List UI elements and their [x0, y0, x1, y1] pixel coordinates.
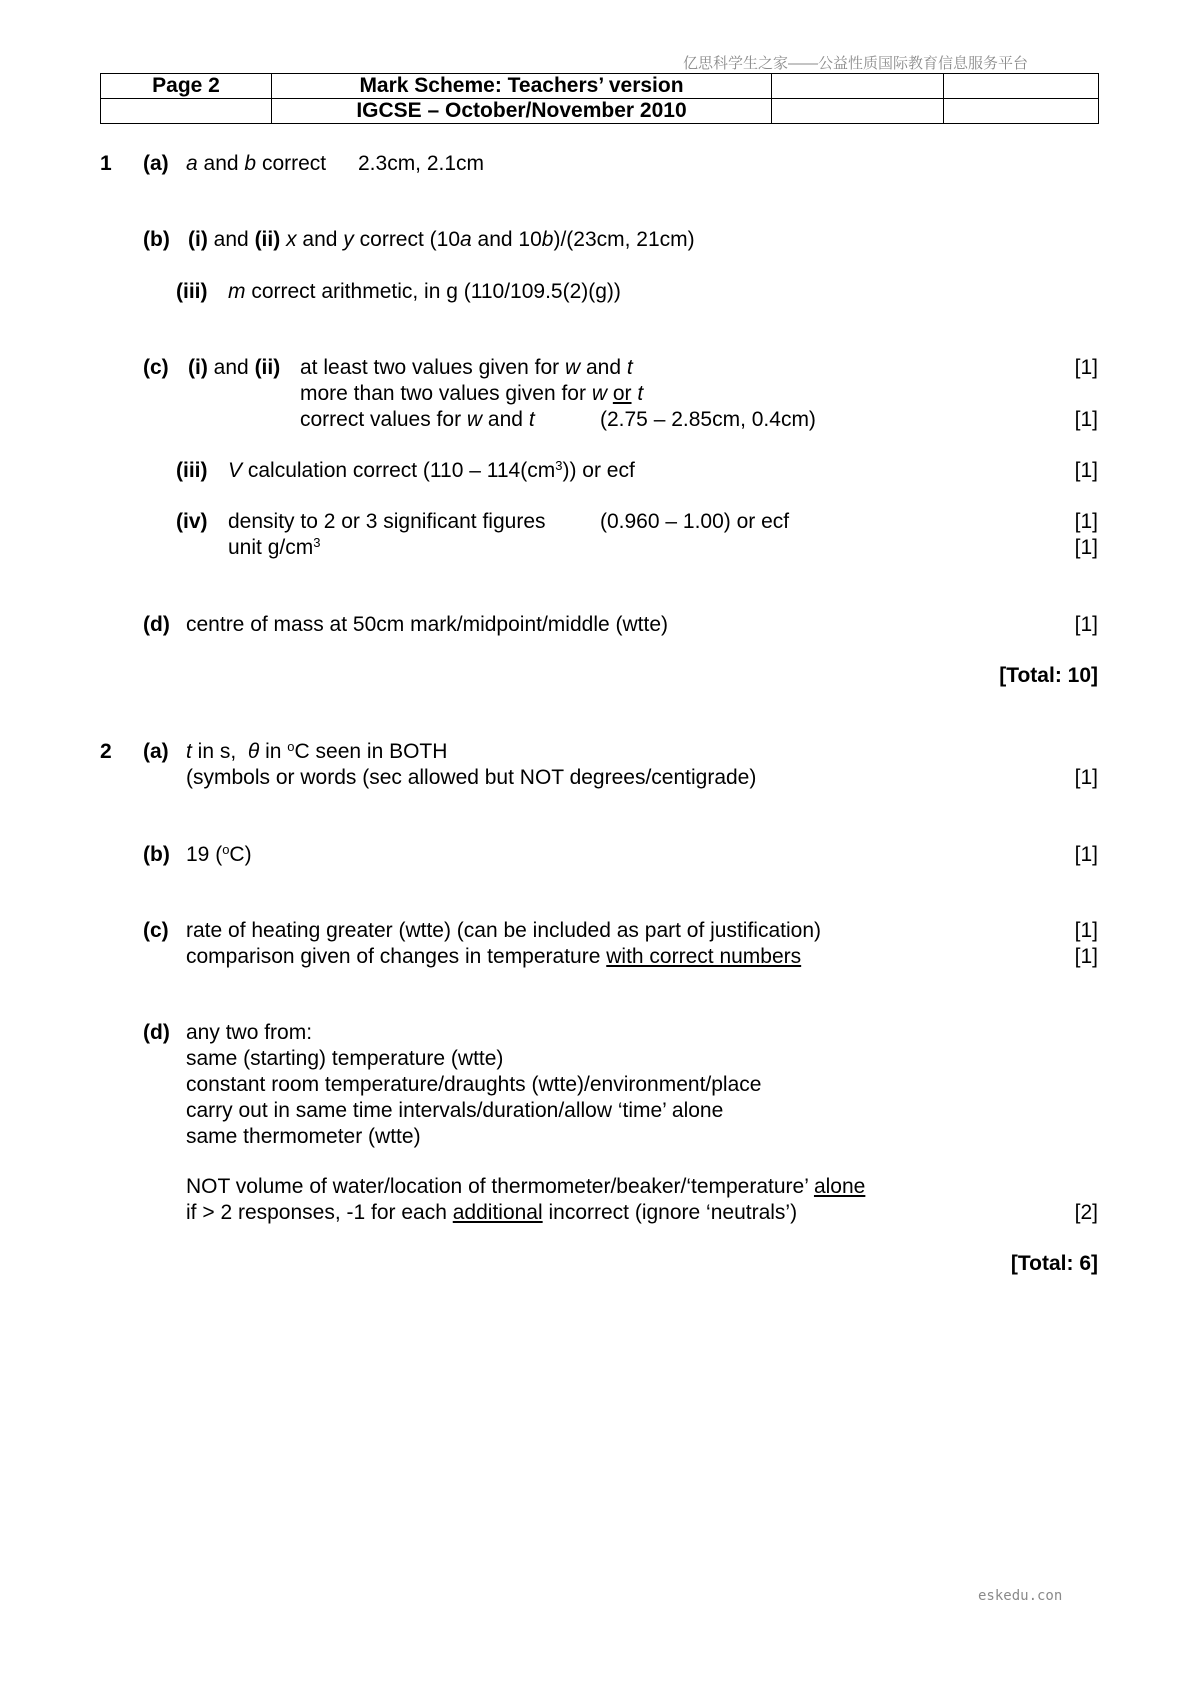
q1a-text: a and b correct	[186, 152, 327, 175]
q1b-iii-label: (iii)	[176, 280, 208, 303]
q2d-line-3: constant room temperature/draughts (wtte)/environment/place	[186, 1073, 762, 1096]
footer-watermark: eskedu.con	[978, 1588, 1063, 1604]
q2-total: [Total: 6]	[1010, 1252, 1098, 1275]
q2a-line2: (symbols or words (sec allowed but NOT degrees/centigrade)	[186, 766, 757, 789]
q2d-if-line: if > 2 responses, -1 for each additional incorrect (ignore ‘neutrals’)	[186, 1201, 798, 1224]
q2b-mark: [1]	[1074, 843, 1098, 866]
question-1-number: 1	[100, 152, 112, 175]
q1c-iv-line2: unit $g/cm^3$	[228, 535, 321, 559]
q1c-line3-values: (2.75 – 2.85cm, 0.4cm)	[600, 408, 816, 431]
q2c-line1: rate of heating greater (wtte) (can be included as part of justification)	[186, 919, 822, 942]
q2d-mark: [2]	[1074, 1201, 1098, 1224]
q2a-line1: t in s, θ in $^o$C seen in BOTH	[186, 739, 448, 763]
header-empty-2	[944, 74, 1099, 99]
q2b-label: (b)	[143, 843, 170, 866]
header-empty-4	[772, 99, 944, 124]
header-table	[100, 73, 1099, 124]
q2c-mark-1: [1]	[1074, 919, 1098, 942]
q2a-mark: [1]	[1074, 766, 1098, 789]
q2d-line-4: carry out in same time intervals/duration/allow ‘time’ alone	[186, 1099, 724, 1122]
q1c-iv-mark-1: [1]	[1074, 510, 1098, 533]
q1d-mark: [1]	[1074, 613, 1098, 636]
q1b-text: (i) and (ii) x and y correct (10a and 10b)/(23cm, 21cm)	[188, 228, 695, 251]
q1c-line3-mark: [1]	[1074, 408, 1098, 431]
q2d-line-1: any two from:	[186, 1021, 313, 1044]
q2d-line-5: same thermometer (wtte)	[186, 1125, 421, 1148]
q1c-iii-text: V calculation correct $(110 - 114(cm^3))$ or ecf	[228, 458, 635, 482]
header-empty-1	[772, 74, 944, 99]
header-empty-3	[101, 99, 272, 124]
q1c-iii-label: (iii)	[176, 459, 208, 482]
q1c-label: (c)	[143, 356, 169, 379]
q1c-line3: correct values for w and t	[300, 408, 535, 431]
q1d-text: centre of mass at 50cm mark/midpoint/middle (wtte)	[186, 613, 668, 636]
q1a-label: (a)	[143, 152, 169, 175]
q1c-iii-mark: [1]	[1074, 459, 1098, 482]
header-empty-5	[944, 99, 1099, 124]
question-2-number: 2	[100, 740, 112, 763]
q1c-iv-line1: density to 2 or 3 significant figures	[228, 510, 546, 533]
q2c-line2: comparison given of changes in temperature with correct numbers	[186, 945, 802, 968]
q2c-label: (c)	[143, 919, 169, 942]
q2d-line-2: same (starting) temperature (wtte)	[186, 1047, 504, 1070]
q1c-iv-values: (0.960 – 1.00) or ecf	[600, 510, 790, 533]
q1c-line1-mark: [1]	[1074, 356, 1098, 379]
q2d-not-line: NOT volume of water/location of thermometer/beaker/‘temperature’ alone	[186, 1175, 866, 1198]
q2b-text: 19 ($^o$C)	[186, 842, 252, 866]
q2c-mark-2: [1]	[1074, 945, 1098, 968]
q1a-values: 2.3cm, 2.1cm	[358, 152, 485, 175]
header-title: Mark Scheme: Teachers’ version	[272, 74, 772, 99]
q1b-iii-text: m correct arithmetic, in g (110/109.5(2)(g))	[228, 280, 621, 303]
header-exam: IGCSE – October/November 2010	[272, 99, 772, 124]
header-page: Page 2	[101, 74, 272, 99]
watermark-text: 亿思科学生之家——公益性质国际教育信息服务平台	[683, 55, 1029, 72]
q2d-label: (d)	[143, 1021, 170, 1044]
q1c-iv-label: (iv)	[176, 510, 208, 533]
q1c-line1: at least two values given for w and t	[300, 356, 633, 379]
q1d-label: (d)	[143, 613, 170, 636]
q1b-label: (b)	[143, 228, 170, 251]
q1c-part-labels: (i) and (ii)	[188, 356, 281, 379]
q2a-label: (a)	[143, 740, 169, 763]
q1c-line2: more than two values given for w or t	[300, 382, 644, 405]
q1-total: [Total: 10]	[999, 664, 1098, 687]
q1c-iv-mark-2: [1]	[1074, 536, 1098, 559]
